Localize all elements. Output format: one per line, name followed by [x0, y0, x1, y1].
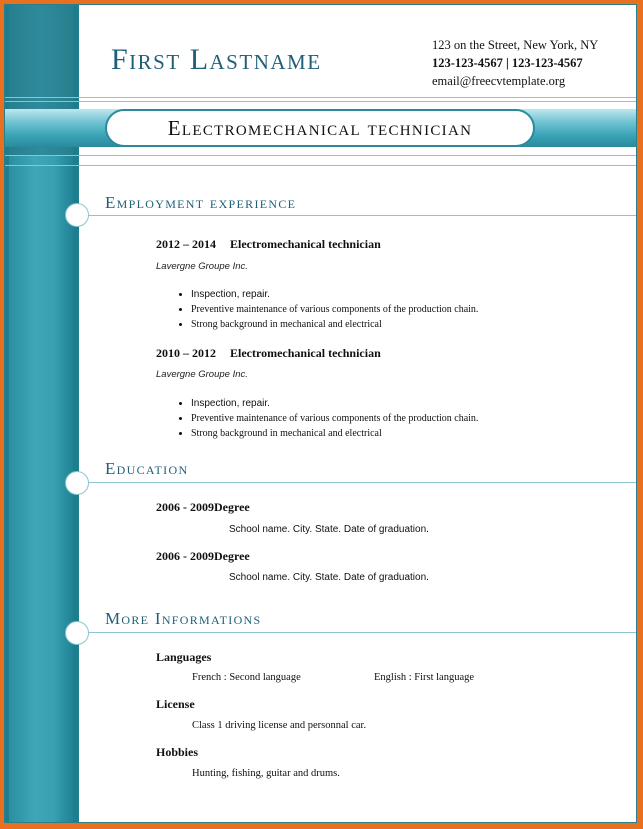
employment-role: Electromechanical technician	[230, 237, 381, 251]
employment-company: Lavergne Groupe Inc.	[156, 261, 248, 272]
list-item: • Strong background in mechanical and electrical	[191, 426, 478, 441]
list-item: • Preventive maintenance of various components of the production chain.	[191, 302, 478, 317]
section-marker	[65, 203, 89, 227]
divider	[5, 165, 636, 166]
list-item: • Inspection, repair.	[191, 396, 478, 411]
divider	[5, 155, 636, 156]
employment-years: 2010 – 2012	[156, 346, 216, 360]
resume-page	[4, 4, 637, 823]
section-divider	[79, 215, 636, 216]
section-marker	[65, 621, 89, 645]
list-item: • Preventive maintenance of various components of the production chain.	[191, 411, 478, 426]
hobbies-text: Hunting, fishing, guitar and drums.	[192, 768, 340, 779]
job-title: Electromechanical technician	[167, 116, 473, 140]
section-marker	[65, 471, 89, 495]
education-years: 2006 - 2009	[156, 500, 214, 514]
education-years: 2006 - 2009	[156, 549, 214, 563]
section-divider	[79, 632, 636, 633]
section-title-employment: Employment experience	[105, 193, 297, 212]
hobbies-label: Hobbies	[156, 745, 199, 759]
employment-entry-header	[156, 237, 381, 252]
employment-entry-header	[156, 346, 381, 361]
section-title-education: Education	[105, 459, 189, 478]
section-title-more: More Informations	[105, 609, 262, 628]
education-degree: Degree	[214, 549, 250, 563]
employment-role: Electromechanical technician	[230, 346, 381, 360]
section-divider	[79, 482, 636, 483]
list-item: • Inspection, repair.	[191, 287, 478, 302]
contact-block	[432, 36, 598, 90]
license-text: Class 1 driving license and personnal car.	[192, 720, 367, 731]
phones: 123-123-4567 | 123-123-4567	[432, 56, 583, 70]
languages-label: Languages	[156, 650, 212, 664]
divider	[5, 101, 636, 102]
license-label: License	[156, 697, 195, 711]
divider	[5, 97, 636, 98]
language-first: English : First language	[374, 672, 475, 683]
education-detail: School name. City. State. Date of graduation.	[229, 524, 429, 535]
email: email@freecvtemplate.org	[432, 74, 566, 88]
employment-bullets	[173, 396, 478, 441]
list-item: • Strong background in mechanical and electrical	[191, 317, 478, 332]
language-second: French : Second language	[192, 672, 301, 683]
resume-name: First Lastname	[111, 43, 322, 76]
employment-years: 2012 – 2014	[156, 237, 216, 251]
address: 123 on the Street, New York, NY	[432, 38, 599, 52]
employment-company: Lavergne Groupe Inc.	[156, 369, 248, 380]
education-entry-header	[156, 500, 250, 515]
education-entry-header	[156, 549, 250, 564]
education-degree: Degree	[214, 500, 250, 514]
education-detail: School name. City. State. Date of graduation.	[229, 572, 429, 583]
employment-bullets	[173, 287, 478, 332]
